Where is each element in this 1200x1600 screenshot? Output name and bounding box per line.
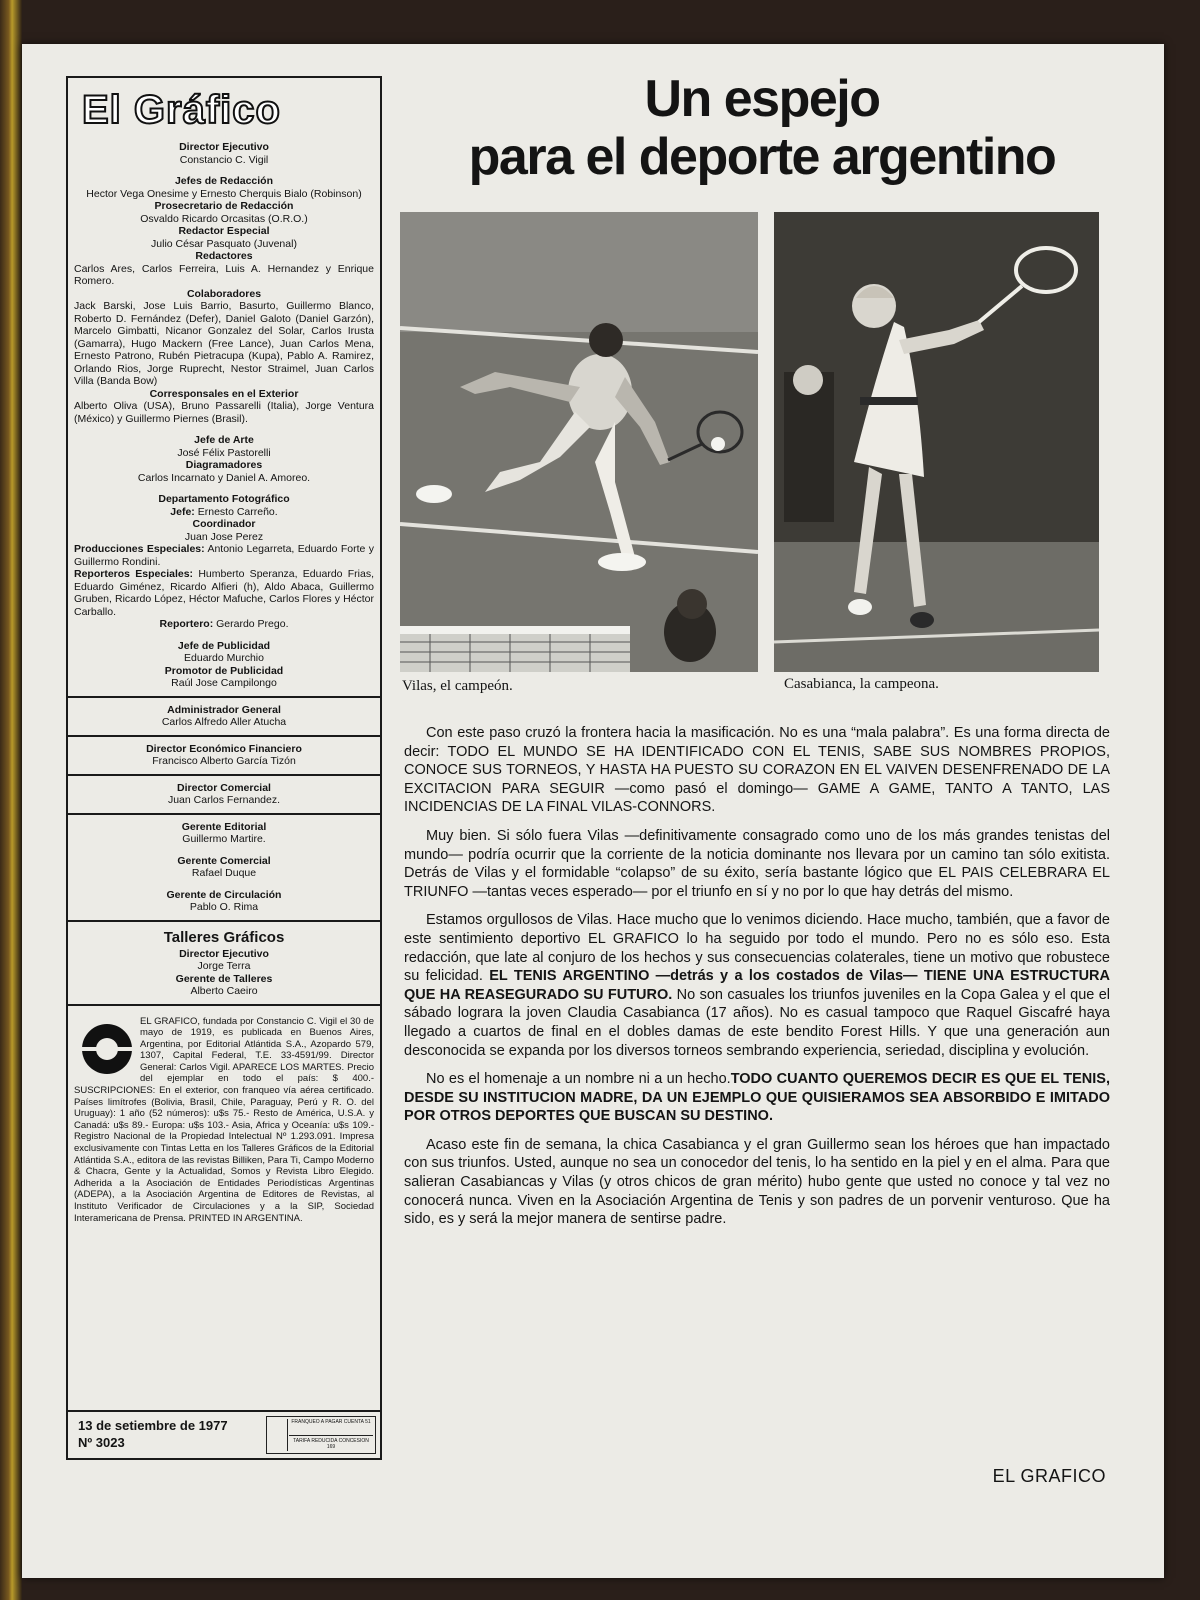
credit-line: Reportero: Gerardo Prego.: [159, 618, 289, 630]
postal-stamp: [266, 1416, 376, 1454]
credit-name: Francisco Alberto García Tizón: [152, 755, 296, 767]
credit-title: Jefe de Publicidad: [177, 639, 271, 652]
article-paragraph: Muy bien. Si sólo fuera Vilas —definitivamente consagrado como uno de los más grandes tenistas del mundo— podría ocurrir que la corriente de la noticia dominante nos llevara por un camino tan sólo exitista. Detrás de Vilas y el formidable “colapso” de su éxito, sería bastante lógico que EL PAIS CELEBRARA EL TRIUNFO —tantas veces esperado— por el triunfo en sí y no por lo que hay detrás del mismo.: [404, 827, 1110, 900]
issue-date-box: [68, 1410, 380, 1458]
imprint-block: [68, 1012, 380, 1225]
postal-tarifa: TARIFA REDUCIDA CONCESION 169: [289, 1435, 373, 1450]
caption-vilas: Vilas, el campeón.: [402, 678, 513, 694]
article-headline: [402, 70, 1122, 186]
credit-title: Director Ejecutivo: [179, 141, 269, 153]
credit-name: Guillermo Martire.: [182, 833, 266, 845]
article-signature: EL GRAFICO: [992, 1466, 1106, 1486]
magazine-spine: [0, 0, 22, 1600]
credit-name: Juan Jose Perez: [184, 530, 264, 543]
credit-title: Director Comercial: [177, 781, 271, 794]
article-body: [404, 724, 1110, 1239]
credit-title: Redactor Especial: [178, 225, 270, 237]
credit-title: Gerente de Talleres: [175, 972, 273, 985]
masthead-credits: [68, 141, 380, 690]
credit-title: Colaboradores: [186, 287, 262, 300]
credit-name: Alberto Oliva (USA), Bruno Passarelli (Italia), Jorge Ventura (México) y Guillermo Piernes (Brasil).: [74, 400, 374, 425]
credit-name: Eduardo Murchio: [184, 652, 264, 664]
credit-name: Rafael Duque: [191, 867, 257, 879]
divider: [68, 735, 380, 737]
imprint-text: EL GRAFICO, fundada por Constancio C. Vigil el 30 de mayo de 1919, es publicada en Buenos Aires, Argentina, por Editorial Atlántida S.A., Azopardo 579, 1307, Capital Federal, T.E. 33-4591/99. Director General: Carlos Vigil. APARECE LOS MARTES. Precio del ejemplar en todo el país: $ 400.- SUSCRIPCIONES: En el exterior, con franqueo vía aérea certificado. Países limítrofes (Bolivia, Brasil, Chile, Paraguay, Perú y R. O. del Uruguay): 1 año (52 números): u$s 75.- Resto de América, U.S.A. y Canadá: u$s 89.- Europa: u$s 103.- Asia, Africa y Oceanía: u$s 109.- Registro Nacional de la Propiedad Intelectual Nº 1.293.091. Impresa exclusivamente con Tintas Letta en los Talleres Gráficos de la Editorial Atlántida S.A., editora de las revistas Billiken, Para Ti, Campo Moderno & Chacra, Gente y la Actualidad, Somos y Revista Libro Elegido. Adherida a la Asociación de Entidades Periodísticas Argentinas (ADEPA), a la Asociación Argentina de Editores de Revistas, al Instituto Verificador de Circulaciones y a la SIP, Sociedad Interamericana de Prensa. PRINTED IN ARGENTINA.: [74, 1015, 374, 1224]
credit-title: Director Económico Financiero: [146, 742, 302, 755]
masthead-management: [68, 704, 380, 729]
credit-title: Gerente de Circulación: [166, 888, 282, 901]
divider: [68, 696, 380, 698]
divider: [68, 813, 380, 815]
credit-name: Pablo O. Rima: [189, 901, 259, 913]
credit-title: Redactores: [195, 250, 253, 262]
credit-name: José Félix Pastorelli: [177, 446, 271, 459]
credit-line: Jefe: Ernesto Carreño.: [170, 505, 278, 518]
headline-line-2: para el deporte argentino: [468, 128, 1056, 186]
masthead-box: [66, 76, 382, 1460]
postal-stub: [269, 1419, 288, 1451]
credit-title: Diagramadores: [185, 459, 263, 471]
credit-title: Departamento Fotográfico: [158, 493, 290, 505]
divider: [68, 1004, 380, 1006]
issue-number: Nº 3023: [78, 1435, 125, 1450]
issue-date: 13 de setiembre de 1977: [78, 1418, 228, 1433]
photo-vilas: [400, 212, 758, 672]
credit-title: Promotor de Publicidad: [164, 664, 284, 677]
divider: [68, 774, 380, 776]
credit-title: Corresponsales en el Exterior: [149, 387, 299, 400]
credit-title: Coordinador: [192, 518, 256, 530]
casabianca-photo-image: [774, 212, 1099, 672]
credit-name: Alberto Caeiro: [190, 985, 258, 997]
headline-line-1: Un espejo: [644, 70, 880, 128]
credit-line: Producciones Especiales: Antonio Legarreta, Eduardo Forte y Guillermo Rondini.: [74, 543, 374, 568]
caption-casabianca: Casabianca, la campeona.: [784, 676, 939, 692]
credit-name: Carlos Alfredo Aller Atucha: [161, 716, 287, 728]
talleres-graficos: [68, 928, 380, 998]
article-paragraph: No es el homenaje a un nombre ni a un hecho.TODO CUANTO QUEREMOS DECIR ES QUE EL TENIS, DESDE SU INSTITUCION MADRE, DA UN EJEMPLO QUE QUISIERAMOS SEA ABSORBIDO E IMITADO POR OTROS DEPORTES QUE BUSCAN SU DESTINO.: [404, 1071, 1110, 1125]
divider: [68, 920, 380, 922]
article-paragraph: Estamos orgullosos de Vilas. Hace mucho que lo venimos diciendo. Hace mucho, también, que a favor de este sentimiento deportivo EL GRAFICO lo ha seguido por todo el mundo. Pero no es sólo eso. Esta redacción, que late al conjuro de los hechos y sus consecuencias colaterales, tiene un motivo que robustece su felicidad. EL TENIS ARGENTINO —detrás y a los costados de Vilas— TIENE UNA ESTRUCTURA QUE HA REASEGURADO SU FUTURO. No son casuales los triunfos juveniles en la Copa Galea y el que el sábado lograra la joven Claudia Casabianca (17 años). No es casual tampoco que Raquel Giscafré haya llegado a cuartos de final en el dobles damas de este bendito Forest Hills. Y que una generación aun desconocida se expanda por los diversos torneos sembrando experiencia, seriedad, disciplina y evolución.: [404, 912, 1110, 1059]
article-paragraph: Con este paso cruzó la frontera hacia la masificación. No es una “mala palabra”. Es una forma directa de decir: TODO EL MUNDO SE HA IDENTIFICADO CON EL TENIS, SABE SUS NOMBRES PROPIOS, CONOCE SUS TORNEOS, Y HASTA HA PUESTO SU CORAZON EN EL VAIVEN DESENFRENADO DE LA EXCITACION PARA SEGUIR —como pasó el domingo— GAME A GAME, TANTO A TANTO, LAS INCIDENCIAS DE LA FINAL VILAS-CONNORS.: [404, 725, 1110, 816]
editorial-atlantida-logo-icon: [82, 1024, 132, 1074]
credit-title: Director Ejecutivo: [179, 947, 269, 960]
vilas-photo-image: [400, 212, 758, 672]
credit-line: Reporteros Especiales: Humberto Speranza, Eduardo Frias, Eduardo Giménez, Ricardo Alfieri (h), Aldo Abaca, Guillermo Gruben, Ricardo López, Héctor Mafuche, Carlos Flores y Héctor Carballo.: [74, 568, 375, 618]
credit-name: Jack Barski, Jose Luis Barrio, Basurto, Guillermo Blanco, Roberto D. Fernández (Defer), Daniel Galoto (Daniel Garzón), Marcelo Gimbatti, Nicanor Gonzalez del Solar, Carlos Irusta (Gamarra), Hugo Mackern (Free Lance), Juan Carlos Mena, Ernesto Patrono, Rubén Pietracupa (Kupa), Pablo A. Ramirez, Orlando Rios, Jorge Ruprecht, Nestor Straimel, Juan Carlos Villa (Banda Bow): [74, 300, 374, 387]
credit-title: Prosecretario de Redacción: [154, 200, 294, 212]
credit-name: Carlos Ares, Carlos Ferreira, Luis A. Hernandez y Enrique Romero.: [74, 262, 374, 287]
credit-title: Gerente Comercial: [177, 854, 271, 867]
credit-title: Jefes de Redacción: [174, 175, 274, 187]
credit-name: Jorge Terra: [197, 960, 251, 972]
postal-franqueo: FRANQUEO A PAGAR CUENTA 51: [291, 1419, 371, 1425]
magazine-page: [22, 44, 1164, 1578]
credit-name: Hector Vega Onesime y Ernesto Cherquis Bialo (Robinson): [86, 187, 362, 200]
photo-casabianca: [774, 212, 1099, 672]
credit-name: Carlos Incarnato y Daniel A. Amoreo.: [137, 471, 311, 484]
credit-name: Raúl Jose Campilongo: [171, 677, 277, 689]
article-paragraph: Acaso este fin de semana, la chica Casabianca y el gran Guillermo sean los héroes que han impactado con sus triunfos. Usted, aunque no sea un conocedor del tenis, lo ha sentido en la piel y en el alma. Para que salieran Casabiancas y Vilas (y otros chicos de gran mérito) hubo gente que usted no conoce y tal vez no conocerá nunca. Viven en la Asociación Argentina de Tenis y son padres de un porvenir venturoso. Que ha sido, es y será la mejor manera de sentirse padre.: [404, 1136, 1110, 1228]
issue-info: [78, 1417, 228, 1451]
talleres-title: Talleres Gráficos: [163, 928, 285, 946]
credit-name: Julio César Pasquato (Juvenal): [151, 237, 297, 250]
credit-name: Osvaldo Ricardo Orcasitas (O.R.O.): [140, 212, 308, 225]
credit-title: Administrador General: [167, 703, 281, 716]
credit-name: Juan Carlos Fernandez.: [167, 794, 281, 806]
credit-title: Gerente Editorial: [181, 820, 267, 833]
el-grafico-logo: El Gráfico: [82, 88, 281, 132]
credit-title: Jefe de Arte: [194, 434, 254, 446]
credit-name: Constancio C. Vigil: [179, 153, 269, 166]
